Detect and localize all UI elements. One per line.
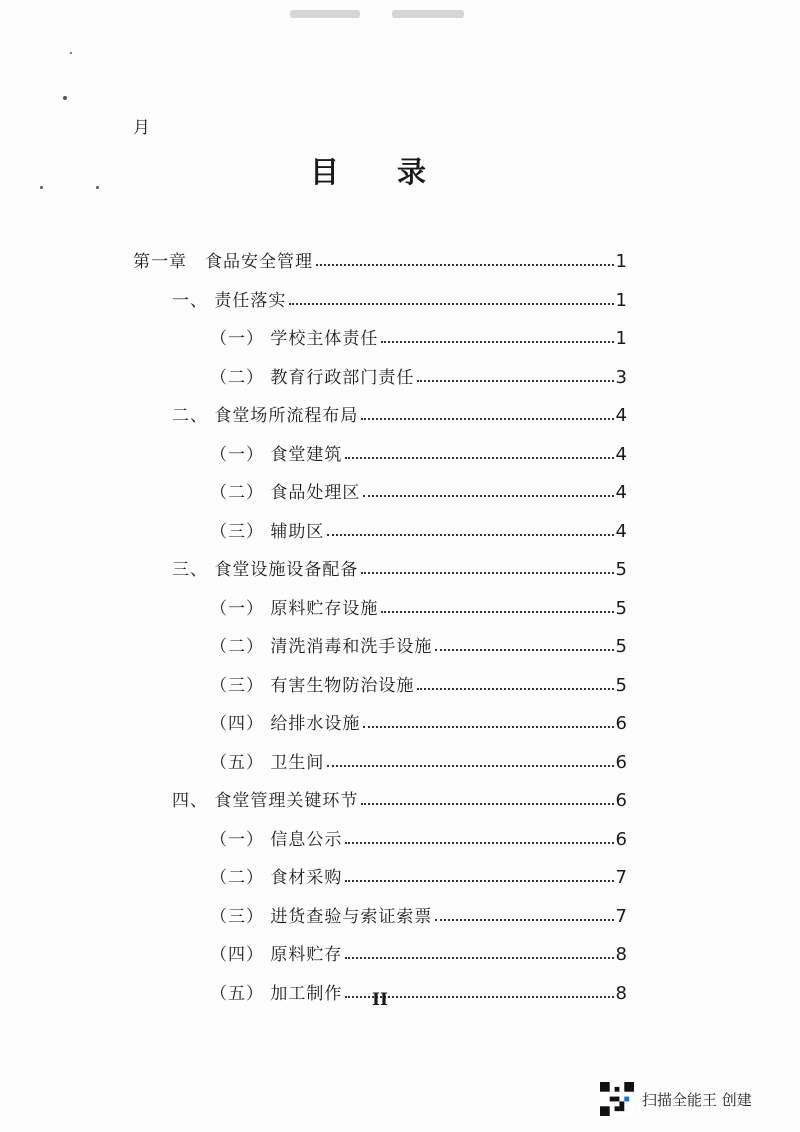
toc-leader-dots xyxy=(345,842,613,844)
page-number: II xyxy=(372,990,388,1010)
toc-entry-page: 1 xyxy=(615,251,627,272)
toc-entry[interactable] xyxy=(210,319,627,349)
toc-entry[interactable] xyxy=(210,858,627,888)
toc-entry[interactable] xyxy=(210,358,627,388)
toc-entry-page: 3 xyxy=(615,366,627,388)
toc-entry-page: 6 xyxy=(615,790,627,811)
toc-entry-page: 4 xyxy=(615,405,627,426)
toc-entry-label: （二） 食材采购 xyxy=(210,868,343,888)
toc-entry[interactable] xyxy=(210,743,627,773)
toc-entry[interactable] xyxy=(172,550,627,580)
toc-entry-page: 8 xyxy=(615,982,627,1004)
toc-leader-dots xyxy=(363,495,613,497)
toc-leader-dots xyxy=(363,726,613,728)
toc-entry-label: 第一章 食品安全管理 xyxy=(133,252,313,272)
toc-entry-label: （四） 给排水设施 xyxy=(210,714,361,734)
toc-entry-page: 6 xyxy=(615,713,627,734)
toc-leader-dots xyxy=(361,803,613,805)
toc-entry[interactable] xyxy=(210,627,627,657)
watermark-text: 扫描全能王 创建 xyxy=(642,1090,752,1109)
qr-code-icon xyxy=(600,1082,634,1116)
toc-entry[interactable] xyxy=(210,589,627,619)
toc-entry-label: （一） 学校主体责任 xyxy=(210,329,379,349)
toc-entry[interactable] xyxy=(133,242,627,272)
toc-leader-dots xyxy=(327,534,613,536)
toc-leader-dots xyxy=(345,457,613,459)
toc-leader-dots xyxy=(417,688,613,690)
toc-entry-page: 4 xyxy=(615,443,627,465)
toc-entry-page: 7 xyxy=(615,905,627,927)
toc-entry-page: 5 xyxy=(615,559,627,580)
toc-entry-page: 8 xyxy=(615,944,627,965)
scan-speck xyxy=(63,96,67,100)
toc-entry[interactable] xyxy=(210,974,627,1004)
toc-entry[interactable] xyxy=(172,781,627,811)
toc-entry-page: 4 xyxy=(615,520,627,542)
toc-entry-page: 4 xyxy=(615,482,627,503)
toc-entry-label: 四、 食堂管理关键环节 xyxy=(172,791,359,811)
toc-entry-label: 二、 食堂场所流程布局 xyxy=(172,406,359,426)
toc-leader-dots xyxy=(327,765,613,767)
toc-entry-label: （二） 食品处理区 xyxy=(210,483,361,503)
toc-entry-label: （一） 原料贮存设施 xyxy=(210,598,379,619)
header-fragment: 月 xyxy=(133,118,150,138)
toc-entry-label: （五） 卫生间 xyxy=(210,752,325,773)
toc-entry-label: （二） 清洗消毒和洗手设施 xyxy=(210,637,433,657)
scanner-watermark xyxy=(600,1082,752,1116)
toc-entry-page: 7 xyxy=(615,867,627,888)
toc-leader-dots xyxy=(361,418,613,420)
toc-entry-label: （三） 辅助区 xyxy=(210,521,325,542)
toc-entry[interactable] xyxy=(210,820,627,850)
toc-entry[interactable] xyxy=(210,704,627,734)
toc-entry[interactable] xyxy=(210,935,627,965)
toc-entry[interactable] xyxy=(210,435,627,465)
toc-leader-dots xyxy=(381,341,613,343)
toc-entry-label: （一） 信息公示 xyxy=(210,829,343,850)
toc-leader-dots xyxy=(361,572,613,574)
toc-entry-label: （三） 有害生物防治设施 xyxy=(210,675,415,696)
toc-entry-label: （五） 加工制作 xyxy=(210,983,343,1004)
toc-entry-label: （二） 教育行政部门责任 xyxy=(210,367,415,388)
scan-smudge xyxy=(290,10,360,18)
toc-leader-dots xyxy=(435,919,613,921)
toc-entry-page: 5 xyxy=(615,674,627,696)
toc-entry-page: 5 xyxy=(615,597,627,619)
toc-entry-page: 6 xyxy=(615,751,627,773)
scan-speck xyxy=(70,52,72,54)
toc-leader-dots xyxy=(417,380,613,382)
toc-leader-dots xyxy=(381,611,613,613)
toc-entry-label: （三） 进货查验与索证索票 xyxy=(210,906,433,927)
page-title: 目 录 xyxy=(309,155,451,189)
toc-leader-dots xyxy=(345,957,613,959)
toc-entry-page: 1 xyxy=(615,289,627,311)
toc-entry[interactable] xyxy=(172,281,627,311)
toc-leader-dots xyxy=(289,303,613,305)
toc-leader-dots xyxy=(435,649,613,651)
toc-entry[interactable] xyxy=(210,473,627,503)
toc-entry-label: （一） 食堂建筑 xyxy=(210,444,343,465)
toc-entry-label: （四） 原料贮存 xyxy=(210,945,343,965)
toc-entry-label: 三、 食堂设施设备配备 xyxy=(172,560,359,580)
toc-entry[interactable] xyxy=(210,512,627,542)
toc-leader-dots xyxy=(316,264,614,266)
toc-entry-page: 1 xyxy=(615,328,627,349)
toc-entry-page: 5 xyxy=(615,636,627,657)
toc-entry[interactable] xyxy=(172,396,627,426)
toc-entry-label: 一、 责任落实 xyxy=(172,290,287,311)
toc-entry-page: 6 xyxy=(615,828,627,850)
toc-entry[interactable] xyxy=(210,666,627,696)
scan-smudge xyxy=(392,10,464,18)
toc-entry[interactable] xyxy=(210,897,627,927)
toc-leader-dots xyxy=(345,880,613,882)
